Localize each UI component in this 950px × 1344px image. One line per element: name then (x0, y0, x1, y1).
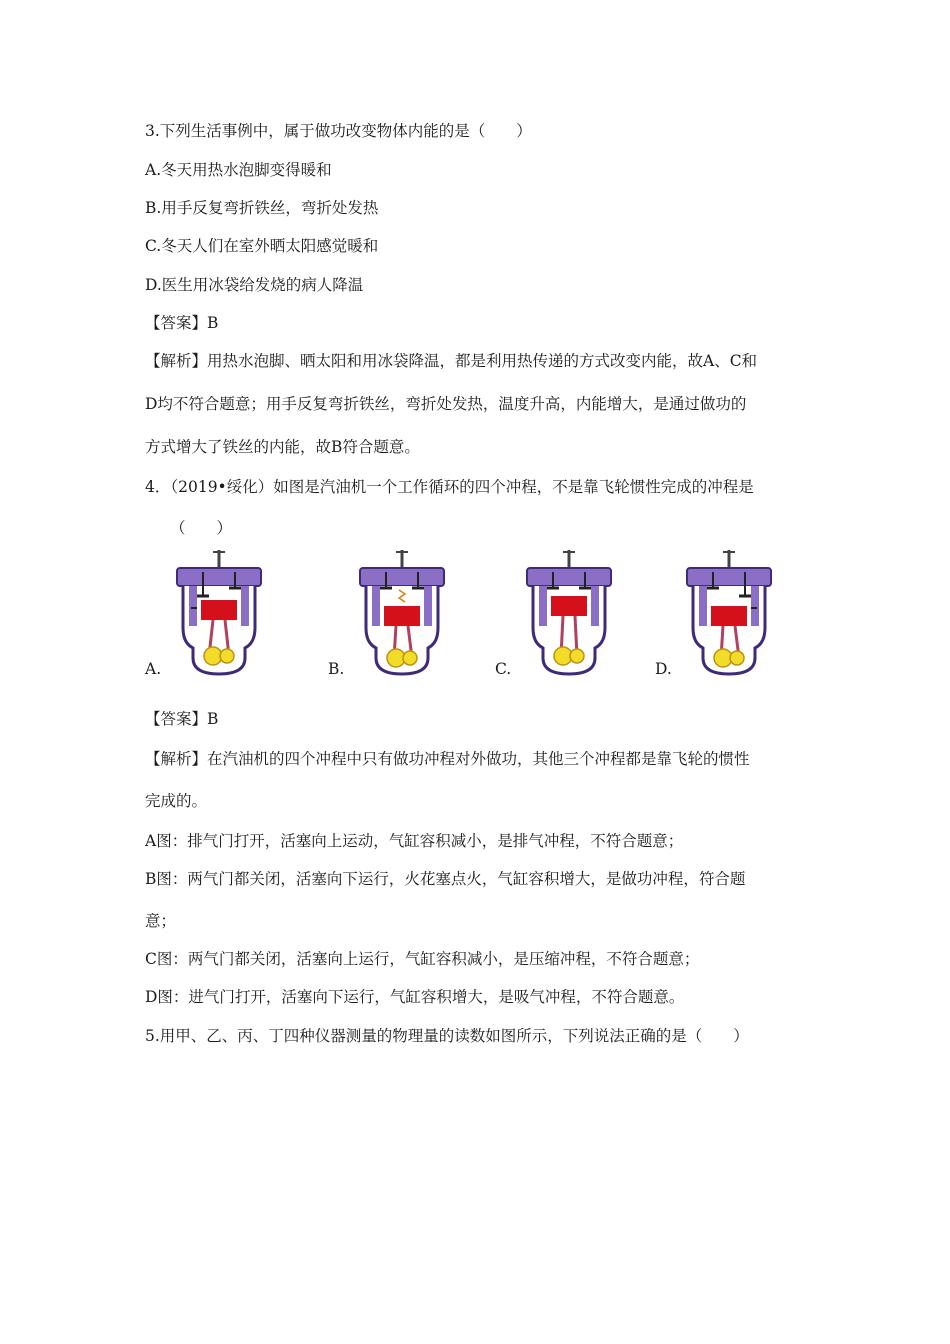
q3-analysis-line-1: 【解析】用热水泡脚、晒太阳和用冰袋降温，都是利用热传递的方式改变内能，故A、C和 (145, 352, 758, 370)
figure-label-b: B. (328, 660, 345, 678)
q4-analysis-line-7: D图：进气门打开，活塞向下运行，气缸容积增大，是吸气冲程，不符合题意。 (145, 988, 685, 1006)
engine-figures (145, 548, 825, 680)
q3-stem: 3.下列生活事例中，属于做功改变物体内能的是（ ） (145, 122, 532, 140)
q3-option-b: B.用手反复弯折铁丝，弯折处发热 (145, 199, 379, 217)
q4-analysis-line-4: B图：两气门都关闭，活塞向下运行，火花塞点火，气缸容积增大，是做功冲程，符合题 (145, 870, 746, 888)
figure-label-a: A. (145, 660, 162, 678)
engine-figure-c (495, 548, 645, 680)
engine-figure-d (655, 548, 805, 680)
engine-c-diagram (519, 548, 619, 678)
q3-option-c: C.冬天人们在室外晒太阳感觉暖和 (145, 237, 379, 255)
q4-analysis-line-6: C图：两气门都关闭，活塞向上运行，气缸容积减小，是压缩冲程，不符合题意； (145, 950, 700, 968)
q4-answer: 【答案】B (145, 710, 219, 728)
q3-analysis-line-3: 方式增大了铁丝的内能，故B符合题意。 (145, 438, 420, 456)
q3-option-d: D.医生用冰袋给发烧的病人降温 (145, 276, 364, 294)
q3-analysis-line-2: D均不符合题意；用手反复弯折铁丝，弯折处发热，温度升高，内能增大，是通过做功的 (145, 395, 747, 413)
q4-analysis-line-2: 完成的。 (145, 792, 208, 810)
q4-analysis-line-1: 【解析】在汽油机的四个冲程中只有做功冲程对外做功，其他三个冲程都是靠飞轮的惯性 (145, 750, 750, 768)
engine-a-diagram (169, 548, 269, 678)
engine-d-diagram (679, 548, 779, 678)
q4-analysis-line-5: 意； (145, 912, 177, 930)
q3-answer: 【答案】B (145, 314, 219, 332)
q3-option-a: A.冬天用热水泡脚变得暖和 (145, 161, 332, 179)
engine-figure-b (328, 548, 478, 680)
q4-blank: （ ） (170, 519, 233, 537)
q5-stem: 5.用甲、乙、丙、丁四种仪器测量的物理量的读数如图所示，下列说法正确的是（ ） (145, 1027, 749, 1045)
figure-label-c: C. (495, 660, 512, 678)
q4-analysis-line-3: A图：排气门打开，活塞向上运动，气缸容积减小，是排气冲程，不符合题意； (145, 832, 684, 850)
engine-figure-a (145, 548, 295, 680)
q4-stem: 4．（2019•绥化）如图是汽油机一个工作循环的四个冲程，不是靠飞轮惯性完成的冲程是 (145, 478, 754, 496)
engine-b-diagram (352, 548, 452, 678)
figure-label-d: D. (655, 660, 672, 678)
